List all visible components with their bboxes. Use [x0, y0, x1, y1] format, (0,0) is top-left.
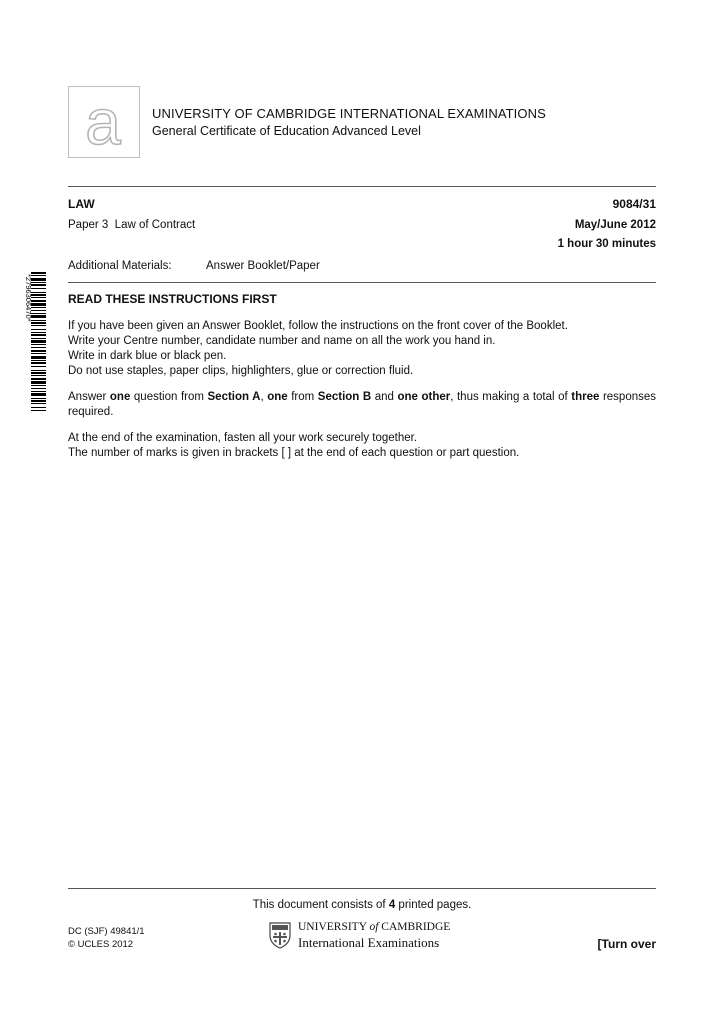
- answer-instruction: Answer one question from Section A, one from Section B and one other, thus making a total of three responses required.: [68, 391, 657, 418]
- barcode-bar: [31, 353, 46, 354]
- exam-duration: 1 hour 30 minutes: [557, 238, 656, 250]
- barcode-bar: [31, 347, 46, 348]
- barcode-bar: [31, 381, 46, 384]
- ucam-subtitle: International Examinations: [298, 935, 440, 950]
- qualification-name: General Certificate of Education Advanced Level: [152, 124, 421, 138]
- barcode-bar: [31, 372, 46, 374]
- barcode-bar: [31, 391, 46, 392]
- barcode-bar: [31, 350, 46, 352]
- barcode-bar: [31, 388, 46, 389]
- divider-bottom: [68, 888, 656, 889]
- instruction-line: Write your Centre number, candidate number and name on all the work you hand in.: [68, 335, 496, 347]
- divider-middle: [68, 282, 656, 283]
- materials-value: Answer Booklet/Paper: [206, 260, 320, 272]
- barcode-bar: [31, 334, 46, 336]
- barcode-bar: [31, 378, 46, 380]
- turn-over: [Turn over: [597, 937, 656, 951]
- instruction-line: If you have been given an Answer Booklet, follow the instructions on the front cover of the Booklet.: [68, 320, 568, 332]
- barcode-bar: [31, 370, 46, 371]
- divider-top: [68, 186, 656, 187]
- barcode-bar: [31, 356, 46, 359]
- barcode-bar: [31, 393, 46, 396]
- barcode-bar: [31, 366, 46, 367]
- paper-title: Paper 3 Law of Contract: [68, 219, 196, 231]
- closing-line: At the end of the examination, fasten all your work securely together.: [68, 432, 418, 444]
- barcode-bar: [31, 340, 46, 343]
- barcode-bar: [31, 400, 46, 402]
- closing-line: The number of marks is given in brackets [ ] at the end of each question or part question.: [68, 447, 520, 459]
- barcode-bar: [31, 385, 46, 386]
- instructions-title: READ THESE INSTRUCTIONS FIRST: [68, 292, 277, 306]
- barcode-bar: [31, 410, 46, 411]
- barcode-bar: [31, 344, 46, 345]
- cie-logo: [68, 86, 138, 156]
- instruction-line: Write in dark blue or black pen.: [68, 350, 227, 362]
- barcode: [20, 272, 46, 412]
- barcode-bar: [31, 398, 46, 399]
- barcode-bar: [31, 329, 46, 330]
- svg-text:a: a: [85, 86, 121, 156]
- barcode-bar: [31, 407, 46, 408]
- ucam-name: UNIVERSITY of CAMBRIDGE: [298, 921, 451, 933]
- barcode-text: *2796306470*: [24, 274, 33, 322]
- barcode-bar: [31, 338, 46, 339]
- barcode-bar: [31, 375, 46, 376]
- barcode-bar: [31, 325, 46, 326]
- barcode-bar: [31, 362, 46, 364]
- instruction-line: Do not use staples, paper clips, highlighters, glue or correction fluid.: [68, 365, 414, 377]
- document-code: DC (SJF) 49841/1: [68, 926, 145, 937]
- barcode-bar: [31, 360, 46, 361]
- cambridge-crest-icon: [268, 921, 292, 949]
- barcode-bar: [31, 322, 46, 324]
- institution-name: UNIVERSITY OF CAMBRIDGE INTERNATIONAL EXAMINATIONS: [152, 106, 546, 121]
- barcode-bar: [31, 403, 46, 404]
- subject-title: LAW: [68, 197, 95, 211]
- exam-session: May/June 2012: [574, 219, 656, 231]
- materials-label: Additional Materials:: [68, 260, 172, 272]
- copyright: © UCLES 2012: [68, 939, 134, 950]
- page-count-note: This document consists of 4 printed pages.: [252, 899, 472, 911]
- barcode-bar: [31, 332, 46, 333]
- syllabus-code: 9084/31: [612, 197, 656, 211]
